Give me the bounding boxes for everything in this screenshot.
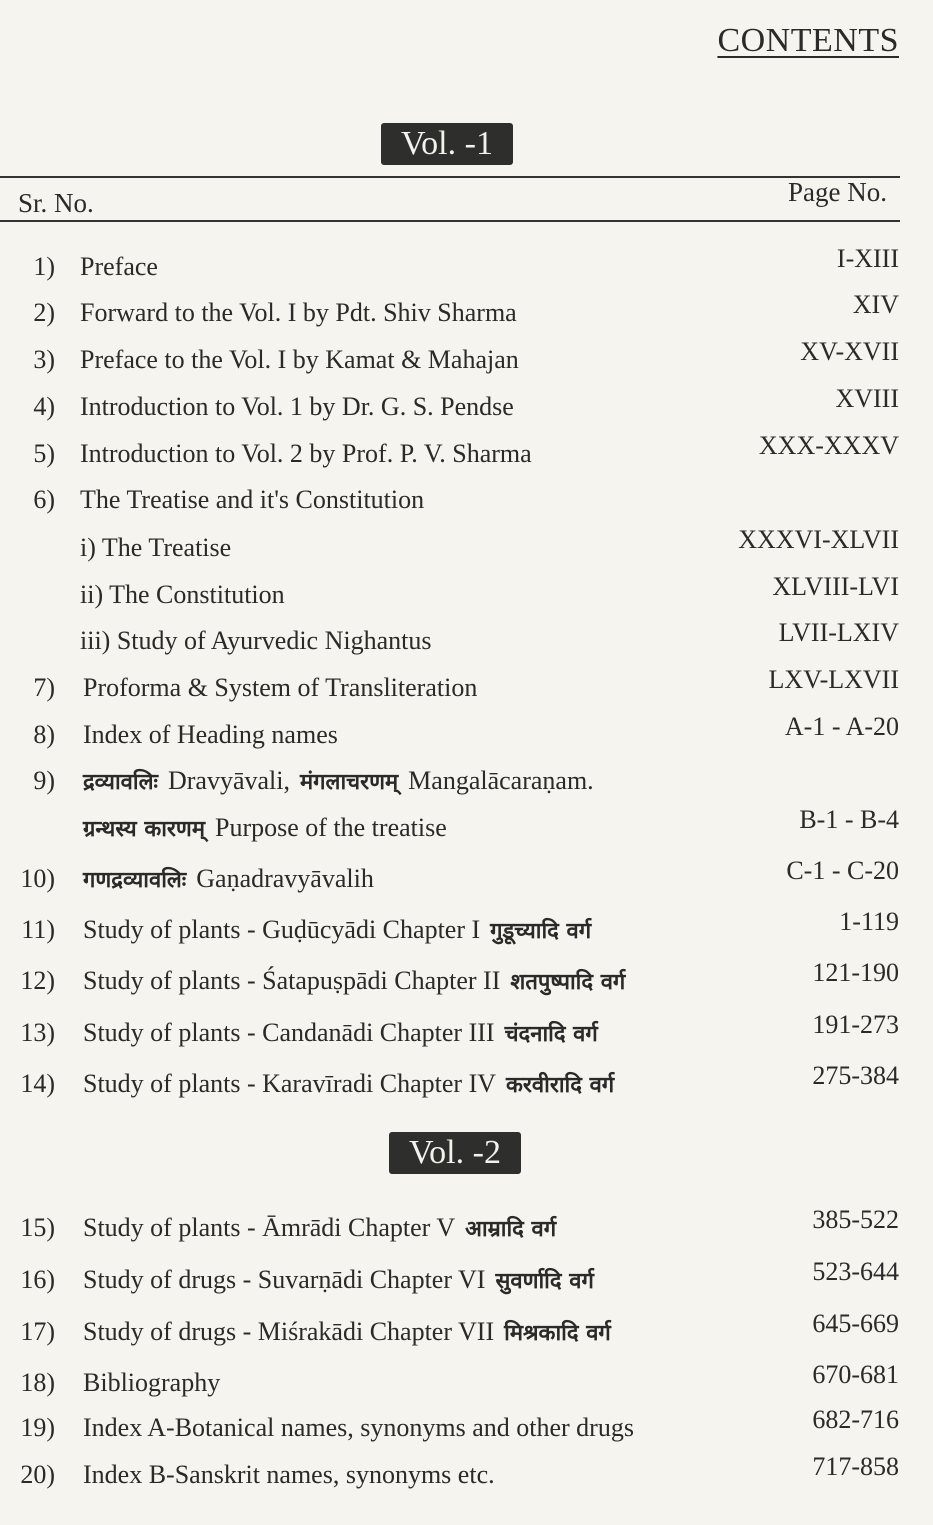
entry-title bbox=[83, 1069, 614, 1099]
contents-row bbox=[0, 1405, 933, 1457]
entry-devanagari: गणद्रव्यावलिः bbox=[83, 868, 187, 893]
entry-number: 7) bbox=[33, 673, 55, 702]
page-no-header: Page No. bbox=[788, 177, 887, 207]
entry-title bbox=[83, 1413, 634, 1443]
entry-page: XXX-XXXV bbox=[758, 431, 899, 460]
entry-number: 8) bbox=[33, 720, 55, 749]
contents-row bbox=[0, 1309, 933, 1361]
entry-number: 9) bbox=[33, 766, 55, 795]
entry-title bbox=[80, 626, 431, 656]
entry-page: XIV bbox=[852, 290, 899, 319]
entry-number: 1) bbox=[33, 252, 55, 281]
sr-no-header: Sr. No. bbox=[18, 188, 94, 218]
entry-title-text: Study of plants - Āmrādi Chapter V bbox=[83, 1213, 456, 1242]
contents-row bbox=[0, 525, 933, 577]
entry-number: 10) bbox=[20, 864, 55, 893]
entry-devanagari: ग्रन्थस्य कारणम् bbox=[83, 817, 205, 842]
contents-row bbox=[0, 1360, 933, 1412]
entry-title-text: Bibliography bbox=[83, 1368, 221, 1397]
entry-number: 13) bbox=[20, 1018, 55, 1047]
contents-row bbox=[0, 431, 933, 483]
entry-page: I-XIII bbox=[836, 244, 899, 273]
entry-title-text: Forward to the Vol. I by Pdt. Shiv Sharma bbox=[80, 298, 517, 327]
entry-title bbox=[80, 392, 514, 422]
table-header-rule bbox=[0, 220, 900, 222]
contents-row bbox=[0, 856, 933, 908]
entry-page: 670-681 bbox=[812, 1360, 899, 1389]
entry-devanagari: मंगलाचरणम् bbox=[299, 770, 399, 795]
entry-title-text: Index A-Botanical names, synonyms and other drugs bbox=[83, 1413, 634, 1442]
entry-devanagari: सुवर्णादि वर्ग bbox=[495, 1269, 594, 1294]
page-title: CONTENTS bbox=[717, 22, 899, 59]
entry-title bbox=[83, 1317, 611, 1347]
entry-page: XLVIII-LVI bbox=[772, 572, 899, 601]
entry-page: 1-119 bbox=[839, 907, 899, 936]
contents-row bbox=[0, 712, 933, 764]
entry-number: 5) bbox=[33, 439, 55, 468]
entry-devanagari: मिश्रकादि वर्ग bbox=[504, 1321, 611, 1346]
entry-title-text: Index B-Sanskrit names, synonyms etc. bbox=[83, 1460, 495, 1489]
entry-title-text: Introduction to Vol. 1 by Dr. G. S. Pendse bbox=[80, 392, 514, 421]
entry-title-text: Study of plants - Guḍūcyādi Chapter I bbox=[83, 915, 481, 944]
entry-number: 2) bbox=[33, 298, 55, 327]
entry-title bbox=[83, 1018, 598, 1048]
entry-number: 19) bbox=[20, 1413, 55, 1442]
contents-row bbox=[0, 244, 933, 296]
entry-title-text: Study of drugs - Miśrakādi Chapter VII bbox=[83, 1317, 495, 1346]
entry-title bbox=[83, 1213, 556, 1243]
contents-row bbox=[0, 1257, 933, 1309]
entry-title-text: Purpose of the treatise bbox=[214, 813, 447, 842]
entry-page: B-1 - B-4 bbox=[799, 805, 899, 834]
entry-number: 6) bbox=[33, 485, 55, 514]
entry-title bbox=[83, 813, 447, 843]
contents-row bbox=[0, 384, 933, 436]
entry-page: 121-190 bbox=[812, 958, 899, 987]
entry-page: LVII-LXIV bbox=[778, 618, 899, 647]
contents-row bbox=[0, 1452, 933, 1504]
vol-1-badge: Vol. -1 bbox=[381, 123, 513, 165]
contents-row bbox=[0, 290, 933, 342]
entry-title bbox=[83, 1368, 220, 1398]
entry-page: 385-522 bbox=[812, 1205, 899, 1234]
entry-devanagari: आम्रादि वर्ग bbox=[465, 1217, 557, 1242]
entry-number: 16) bbox=[20, 1265, 55, 1294]
entry-title bbox=[80, 345, 519, 375]
entry-number: 17) bbox=[20, 1317, 55, 1346]
entry-title-text: Gaṇadravyāvalih bbox=[196, 864, 374, 893]
entry-page: 191-273 bbox=[812, 1010, 899, 1039]
entry-title bbox=[83, 766, 594, 796]
entry-page: 523-644 bbox=[812, 1257, 899, 1286]
entry-page: XXXVI-XLVII bbox=[738, 525, 899, 554]
entry-devanagari: गुडूच्यादि वर्ग bbox=[490, 919, 592, 944]
entry-page: LXV-LXVII bbox=[768, 665, 899, 694]
entry-number: 12) bbox=[20, 966, 55, 995]
entry-title bbox=[83, 1460, 495, 1490]
entry-title-text: Mangalācaraṇam. bbox=[408, 766, 594, 795]
entry-title-text: Study of plants - Candanādi Chapter III bbox=[83, 1018, 495, 1047]
entry-number: 20) bbox=[20, 1460, 55, 1489]
entry-devanagari: शतपुष्पादि वर्ग bbox=[510, 970, 626, 995]
entry-page: XVIII bbox=[835, 384, 899, 413]
entry-page: 275-384 bbox=[812, 1061, 899, 1090]
entry-page: C-1 - C-20 bbox=[786, 856, 899, 885]
entry-title bbox=[80, 580, 285, 610]
contents-row bbox=[0, 805, 933, 857]
entry-title-text: iii) Study of Ayurvedic Nighantus bbox=[80, 626, 432, 655]
entry-title-text: Proforma & System of Transliteration bbox=[83, 673, 478, 702]
entry-title bbox=[83, 966, 625, 996]
entry-devanagari: चंदनादि वर्ग bbox=[504, 1022, 598, 1047]
entry-title bbox=[83, 864, 374, 894]
contents-row bbox=[0, 766, 933, 810]
entry-number: 15) bbox=[20, 1213, 55, 1242]
entry-title-text: Study of drugs - Suvarṇādi Chapter VI bbox=[83, 1265, 486, 1294]
entry-number: 11) bbox=[21, 915, 55, 944]
entry-page: XV-XVII bbox=[800, 337, 899, 366]
contents-row bbox=[0, 618, 933, 670]
contents-row bbox=[0, 485, 933, 529]
entry-number: 18) bbox=[20, 1368, 55, 1397]
entry-page: 682-716 bbox=[812, 1405, 899, 1434]
entry-devanagari: करवीरादि वर्ग bbox=[506, 1073, 615, 1098]
table-top-rule bbox=[0, 176, 900, 178]
entry-title bbox=[80, 298, 517, 328]
entry-title bbox=[83, 673, 477, 703]
entry-number: 4) bbox=[33, 392, 55, 421]
vol-2-badge: Vol. -2 bbox=[389, 1132, 521, 1174]
entry-title-text: Introduction to Vol. 2 by Prof. P. V. Sharma bbox=[80, 439, 532, 468]
entry-title-text: Preface bbox=[80, 252, 158, 281]
entry-title bbox=[80, 485, 424, 515]
entry-title bbox=[83, 1265, 594, 1295]
contents-row bbox=[0, 665, 933, 717]
entry-title bbox=[83, 915, 591, 945]
contents-row bbox=[0, 958, 933, 1010]
entry-title-text: Dravyāvali, bbox=[167, 766, 290, 795]
entry-title-text: Preface to the Vol. I by Kamat & Mahajan bbox=[80, 345, 519, 374]
entry-title-text: i) The Treatise bbox=[80, 533, 232, 562]
contents-row bbox=[0, 1061, 933, 1113]
entry-page: 645-669 bbox=[812, 1309, 899, 1338]
entry-title-text: Index of Heading names bbox=[83, 720, 338, 749]
entry-title-text: Study of plants - Śatapuṣpādi Chapter II bbox=[83, 966, 501, 995]
entry-devanagari: द्रव्यावलिः bbox=[83, 770, 158, 795]
entry-title-text: The Treatise and it's Constitution bbox=[80, 485, 425, 514]
entry-number: 14) bbox=[20, 1069, 55, 1098]
entry-title bbox=[83, 720, 338, 750]
entry-page: 717-858 bbox=[812, 1452, 899, 1481]
entry-page: A-1 - A-20 bbox=[784, 712, 899, 741]
contents-row bbox=[0, 907, 933, 959]
contents-row bbox=[0, 1205, 933, 1257]
entry-number: 3) bbox=[33, 345, 55, 374]
entry-title bbox=[80, 439, 532, 469]
entry-title-text: Study of plants - Karavīradi Chapter IV bbox=[83, 1069, 497, 1098]
contents-row bbox=[0, 337, 933, 389]
entry-title bbox=[80, 533, 231, 563]
entry-title-text: ii) The Constitution bbox=[80, 580, 285, 609]
entry-title bbox=[80, 252, 158, 282]
contents-row bbox=[0, 1010, 933, 1062]
